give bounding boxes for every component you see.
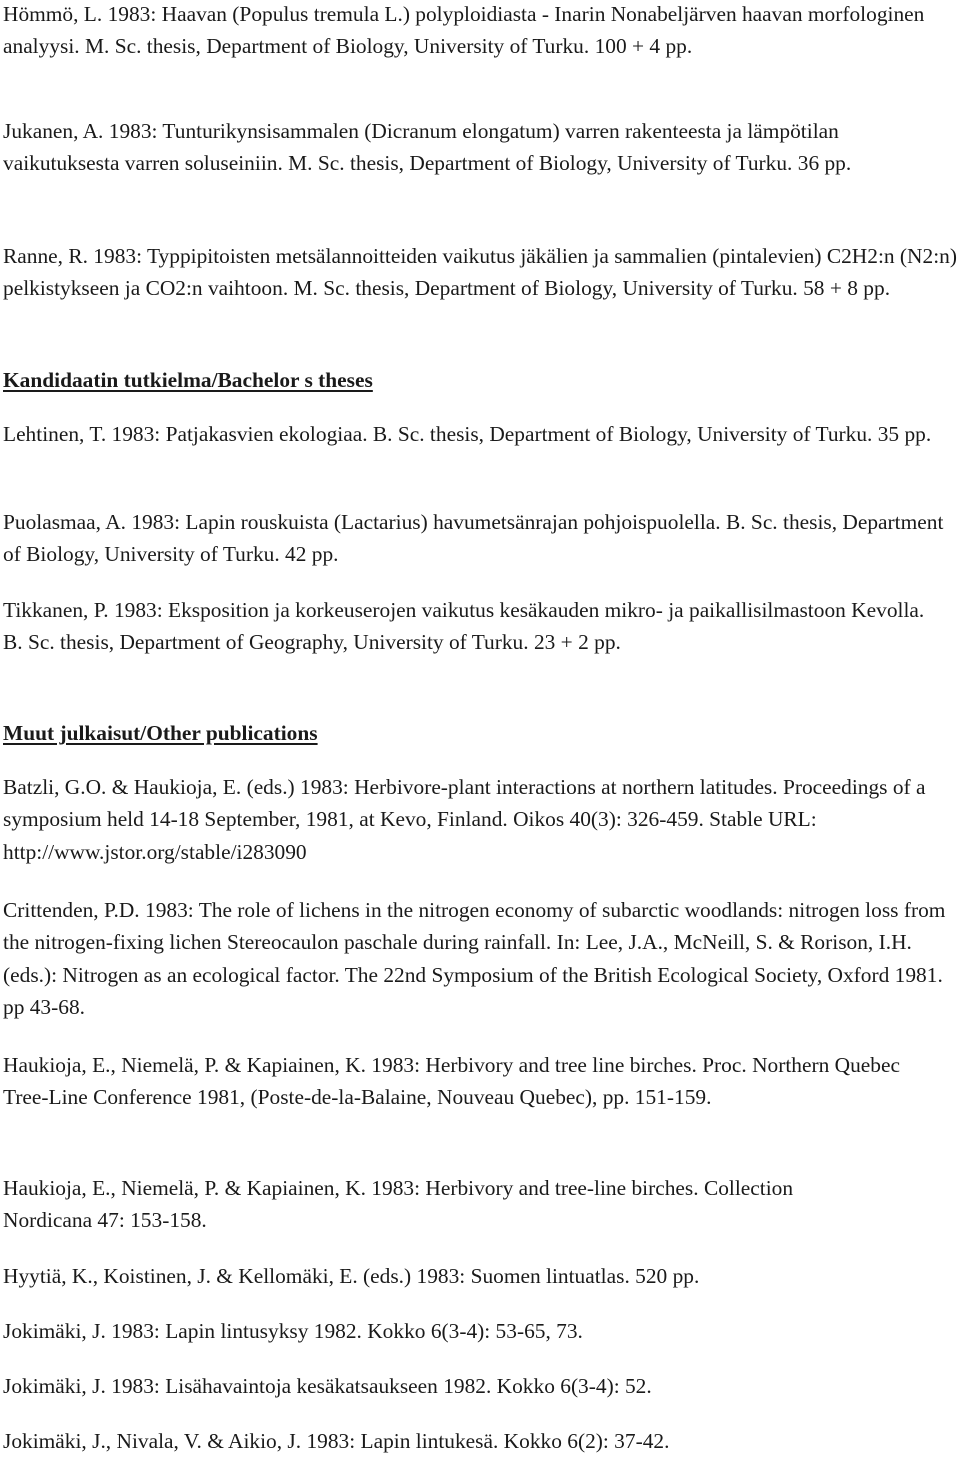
reference-entry: Tikkanen, P. 1983: Eksposition ja korkeuserojen vaikutus kesäkauden mikro- ja paikallisilmastoon Kevolla. B. Sc. thesis, Department of Geography, University of Turku. 23 + 2 pp. — [3, 598, 925, 655]
reference-entry: Ranne, R. 1983: Typpipitoisten metsälannoitteiden vaikutus jäkälien ja sammalien (pintalevien) C2H2:n (N2:n) pelkistykseen ja CO2:n vaihtoon. M. Sc. thesis, Department of Biology, University of Turku. 58 + 8 pp. — [3, 244, 957, 301]
section-heading-bachelor-theses: Kandidaatin tutkielma/Bachelor s theses — [3, 368, 373, 392]
reference-entry: Jokimäki, J. 1983: Lapin lintusyksy 1982. Kokko 6(3-4): 53-65, 73. — [3, 1319, 583, 1343]
reference-entry: Crittenden, P.D. 1983: The role of lichens in the nitrogen economy of subarctic woodlands: nitrogen loss from the nitrogen-fixing lichen Stereocaulon paschale during rainfall. In: Lee, J.A., McNeill, S. & Rorison, I.H. (eds.): Nitrogen as an ecological factor. The 22nd Symposium of the British Ecological Society, Oxford 1981. pp 43-68. — [3, 898, 946, 1019]
reference-entry: Jokimäki, J., Nivala, V. & Aikio, J. 1983: Lapin lintukesä. Kokko 6(2): 37-42. — [3, 1429, 670, 1453]
reference-entry: Haukioja, E., Niemelä, P. & Kapiainen, K. 1983: Herbivory and tree line birches. Proc. Northern Quebec Tree-Line Conference 1981, (Poste-de-la-Balaine, Nouveau Quebec), pp. 151-159. — [3, 1053, 900, 1110]
reference-entry: Jukanen, A. 1983: Tunturikynsisammalen (Dicranum elongatum) varren rakenteesta ja lämpötilan vaikutuksesta varren soluseiniin. M. Sc. thesis, Department of Biology, University of Turku. 36 pp. — [3, 119, 852, 176]
reference-entry: Batzli, G.O. & Haukioja, E. (eds.) 1983: Herbivore-plant interactions at northern latitudes. Proceedings of a symposium held 14-18 September, 1981, at Kevo, Finland. Oikos 40(3): 326-459. Stable URL: http://www.jstor.org/stable/i283090 — [3, 775, 926, 864]
reference-entry: Lehtinen, T. 1983: Patjakasvien ekologiaa. B. Sc. thesis, Department of Biology, University of Turku. 35 pp. — [3, 422, 932, 446]
reference-entry: Hyytiä, K., Koistinen, J. & Kellomäki, E. (eds.) 1983: Suomen lintuatlas. 520 pp. — [3, 1264, 700, 1288]
reference-entry: Jokimäki, J. 1983: Lisähavaintoja kesäkatsaukseen 1982. Kokko 6(3-4): 52. — [3, 1374, 652, 1398]
reference-entry: Puolasmaa, A. 1983: Lapin rouskuista (Lactarius) havumetsänrajan pohjoispuolella. B. Sc. thesis, Department of Biology, University of Turku. 42 pp. — [3, 510, 944, 567]
reference-entry: Haukioja, E., Niemelä, P. & Kapiainen, K. 1983: Herbivory and tree-line birches. Collection Nordicana 47: 153-158. — [3, 1176, 794, 1233]
reference-entry: Hömmö, L. 1983: Haavan (Populus tremula L.) polyploidiasta - Inarin Nonabeljärven haavan morfologinen analyysi. M. Sc. thesis, Department of Biology, University of Turku. 100 + 4 pp. — [3, 2, 925, 59]
section-heading-other-publications: Muut julkaisut/Other publications — [3, 721, 318, 745]
